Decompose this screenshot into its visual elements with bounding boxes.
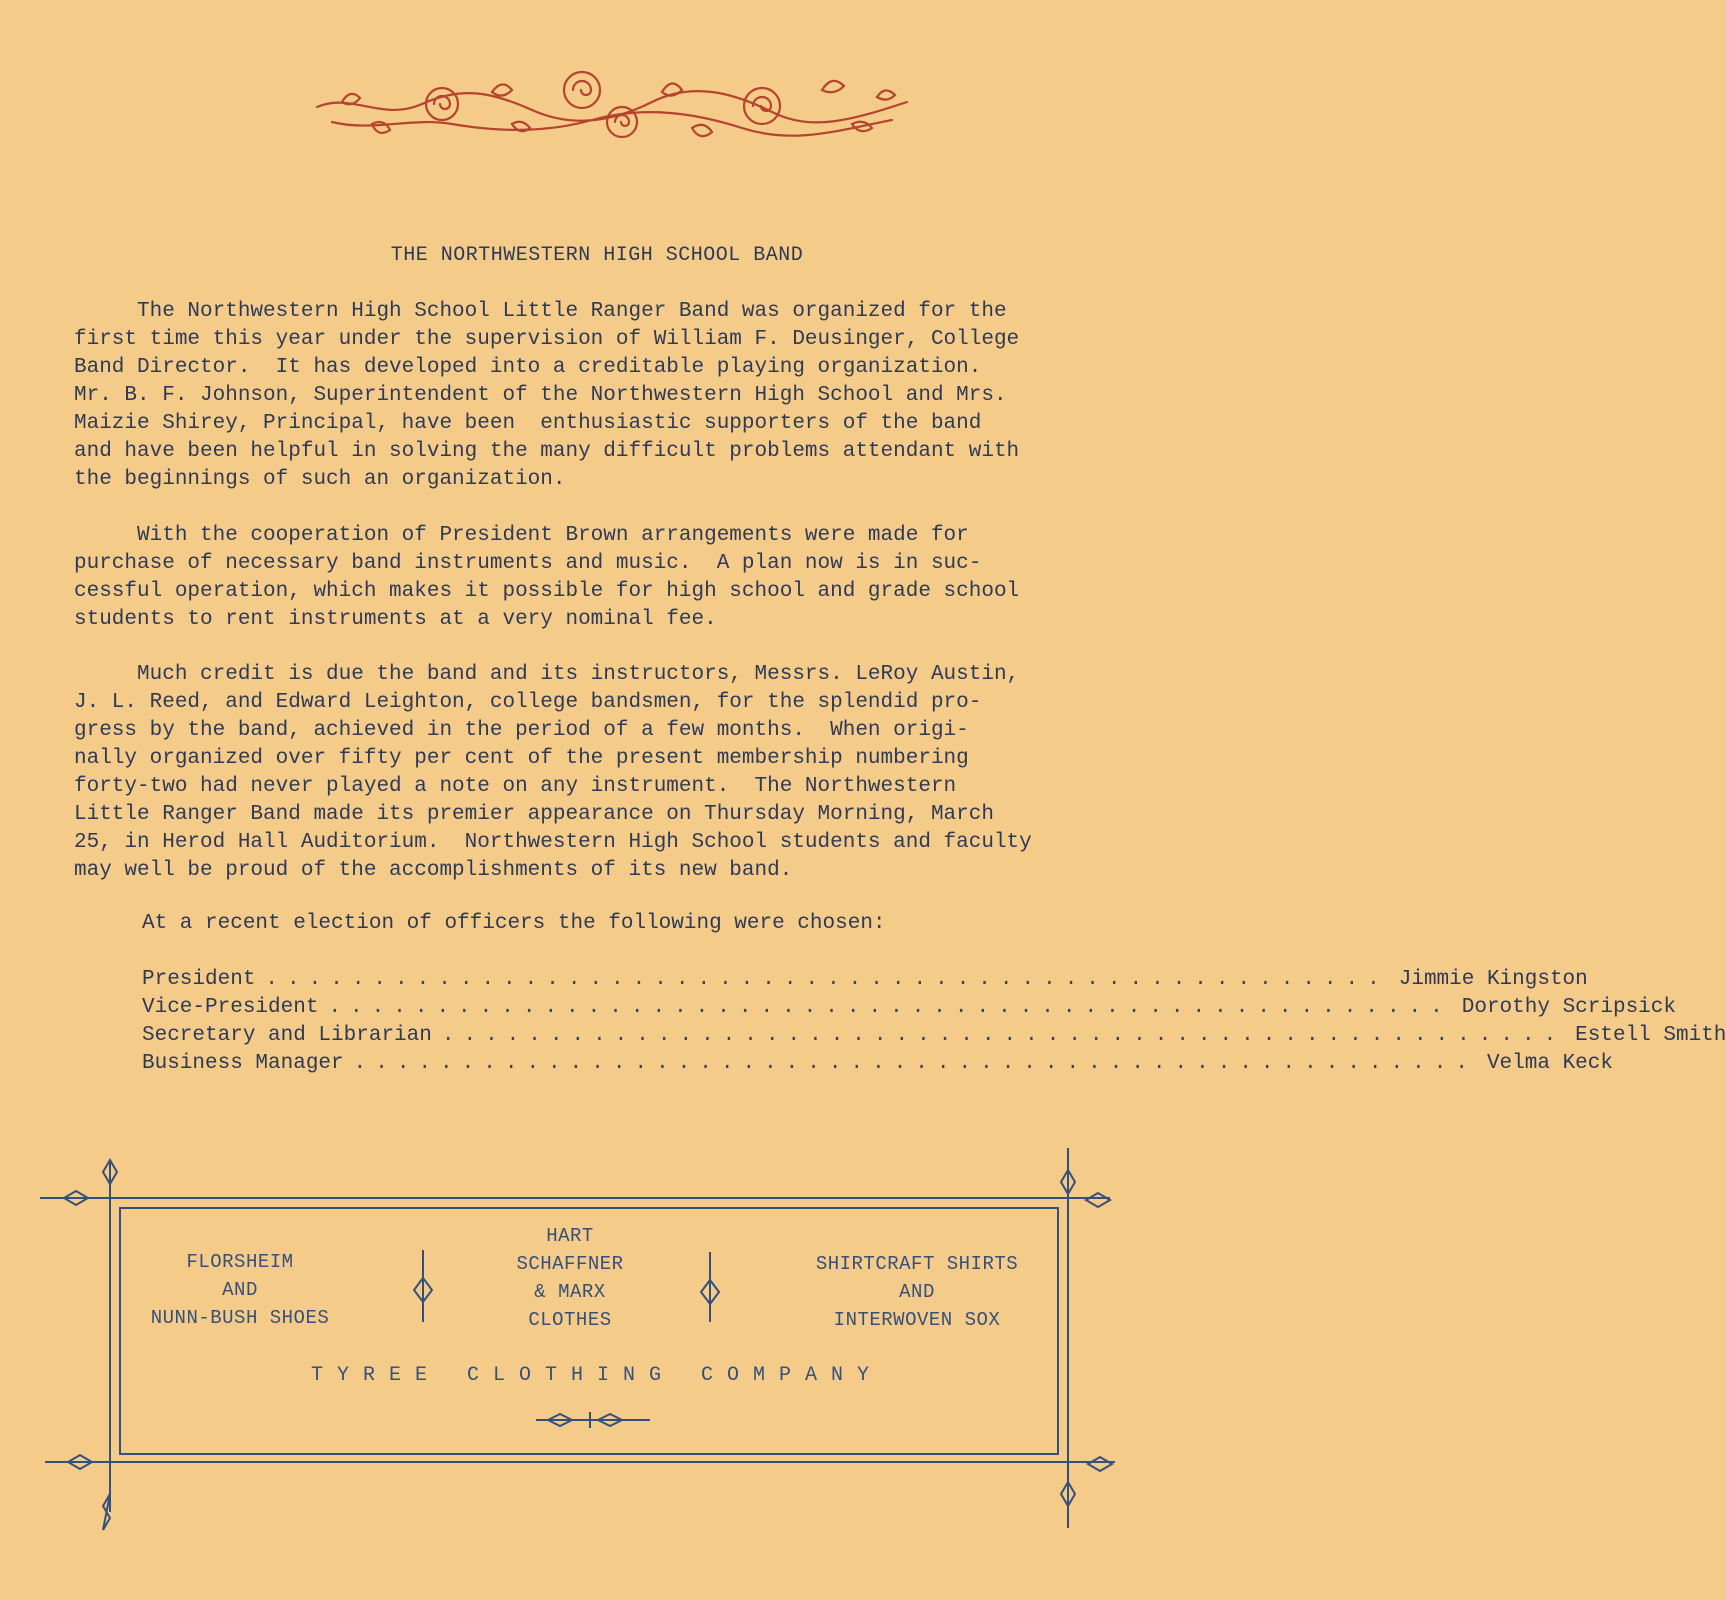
officer-role: President <box>142 968 256 991</box>
floral-ornament-icon <box>312 62 912 162</box>
ad-line: AND <box>222 1279 258 1301</box>
ad-line: SHIRTCRAFT SHIRTS <box>815 1253 1019 1275</box>
ad-line: INTERWOVEN SOX <box>833 1309 1001 1331</box>
ad-column-shirts <box>782 1250 1052 1334</box>
officers-intro: At a recent election of officers the following were chosen: <box>142 912 886 935</box>
officer-row <box>142 1050 1613 1078</box>
leader-dots: .................................................... <box>328 996 1452 1019</box>
officer-name: Velma Keck <box>1486 1052 1613 1075</box>
officer-row <box>142 1022 1726 1050</box>
officer-row <box>142 966 1588 994</box>
ad-line: & MARX <box>534 1281 606 1303</box>
paragraph-2: With the cooperation of President Brown arrangements were made for purchase of necessary band instruments and music. A plan now is in suc- cessful operation, which makes it possible for high school and grade school students to rent instruments at a very nominal fee. <box>74 524 1020 631</box>
officer-name: Dorothy Scripsick <box>1461 996 1676 1019</box>
leader-dots: .................................................... <box>353 1052 1477 1075</box>
ad-line: SCHAFFNER <box>516 1253 624 1275</box>
ad-line: AND <box>899 1281 935 1303</box>
company-name: TYREE CLOTHING COMPANY <box>310 1364 884 1387</box>
leader-dots: .................................................... <box>441 1024 1566 1047</box>
page-title: THE NORTHWESTERN HIGH SCHOOL BAND <box>390 244 804 267</box>
officer-role: Secretary and Librarian <box>142 1024 432 1047</box>
paragraph-3: Much credit is due the band and its instructors, Messrs. LeRoy Austin, J. L. Reed, and Edward Leighton, college bandsmen, for the splendid pro- gress by the band, achieved in the period of a few months. When origi- nally organized over fifty per cent of the present membership numbering forty-two had never played a note on any instrument. The Northwestern Little Ranger Band made its premier appearance on Thursday Morning, March 25, in Herod Hall Auditorium. Northwestern High School students and faculty may well be proud of the accomplishments of its new band. <box>74 663 1032 882</box>
officer-role: Vice-President <box>142 996 319 1019</box>
officer-row <box>142 994 1676 1022</box>
paragraph-1: The Northwestern High School Little Ranger Band was organized for the first time this year under the supervision of William F. Deusinger, College Band Director. It has developed into a creditable playing organization. Mr. B. F. Johnson, Superintendent of the Northwestern High School and Mrs. Maizie Shirey, Principal, have been enthusiastic supporters of the band and have been helpful in solving the many difficult problems attendant with the beginnings of such an organization. <box>74 300 1020 491</box>
ad-line: CLOTHES <box>528 1309 612 1331</box>
ad-column-shoes <box>120 1248 360 1332</box>
ad-column-clothes <box>460 1222 680 1334</box>
ad-line: FLORSHEIM <box>186 1251 294 1273</box>
officer-name: Jimmie Kingston <box>1398 968 1588 991</box>
officers-list <box>142 966 1726 1078</box>
officer-role: Business Manager <box>142 1052 344 1075</box>
ad-line: HART <box>546 1225 594 1247</box>
officer-name: Estell Smith <box>1575 1024 1726 1047</box>
ad-line: NUNN-BUSH SHOES <box>150 1307 330 1329</box>
leader-dots: .................................................... <box>265 968 1389 991</box>
